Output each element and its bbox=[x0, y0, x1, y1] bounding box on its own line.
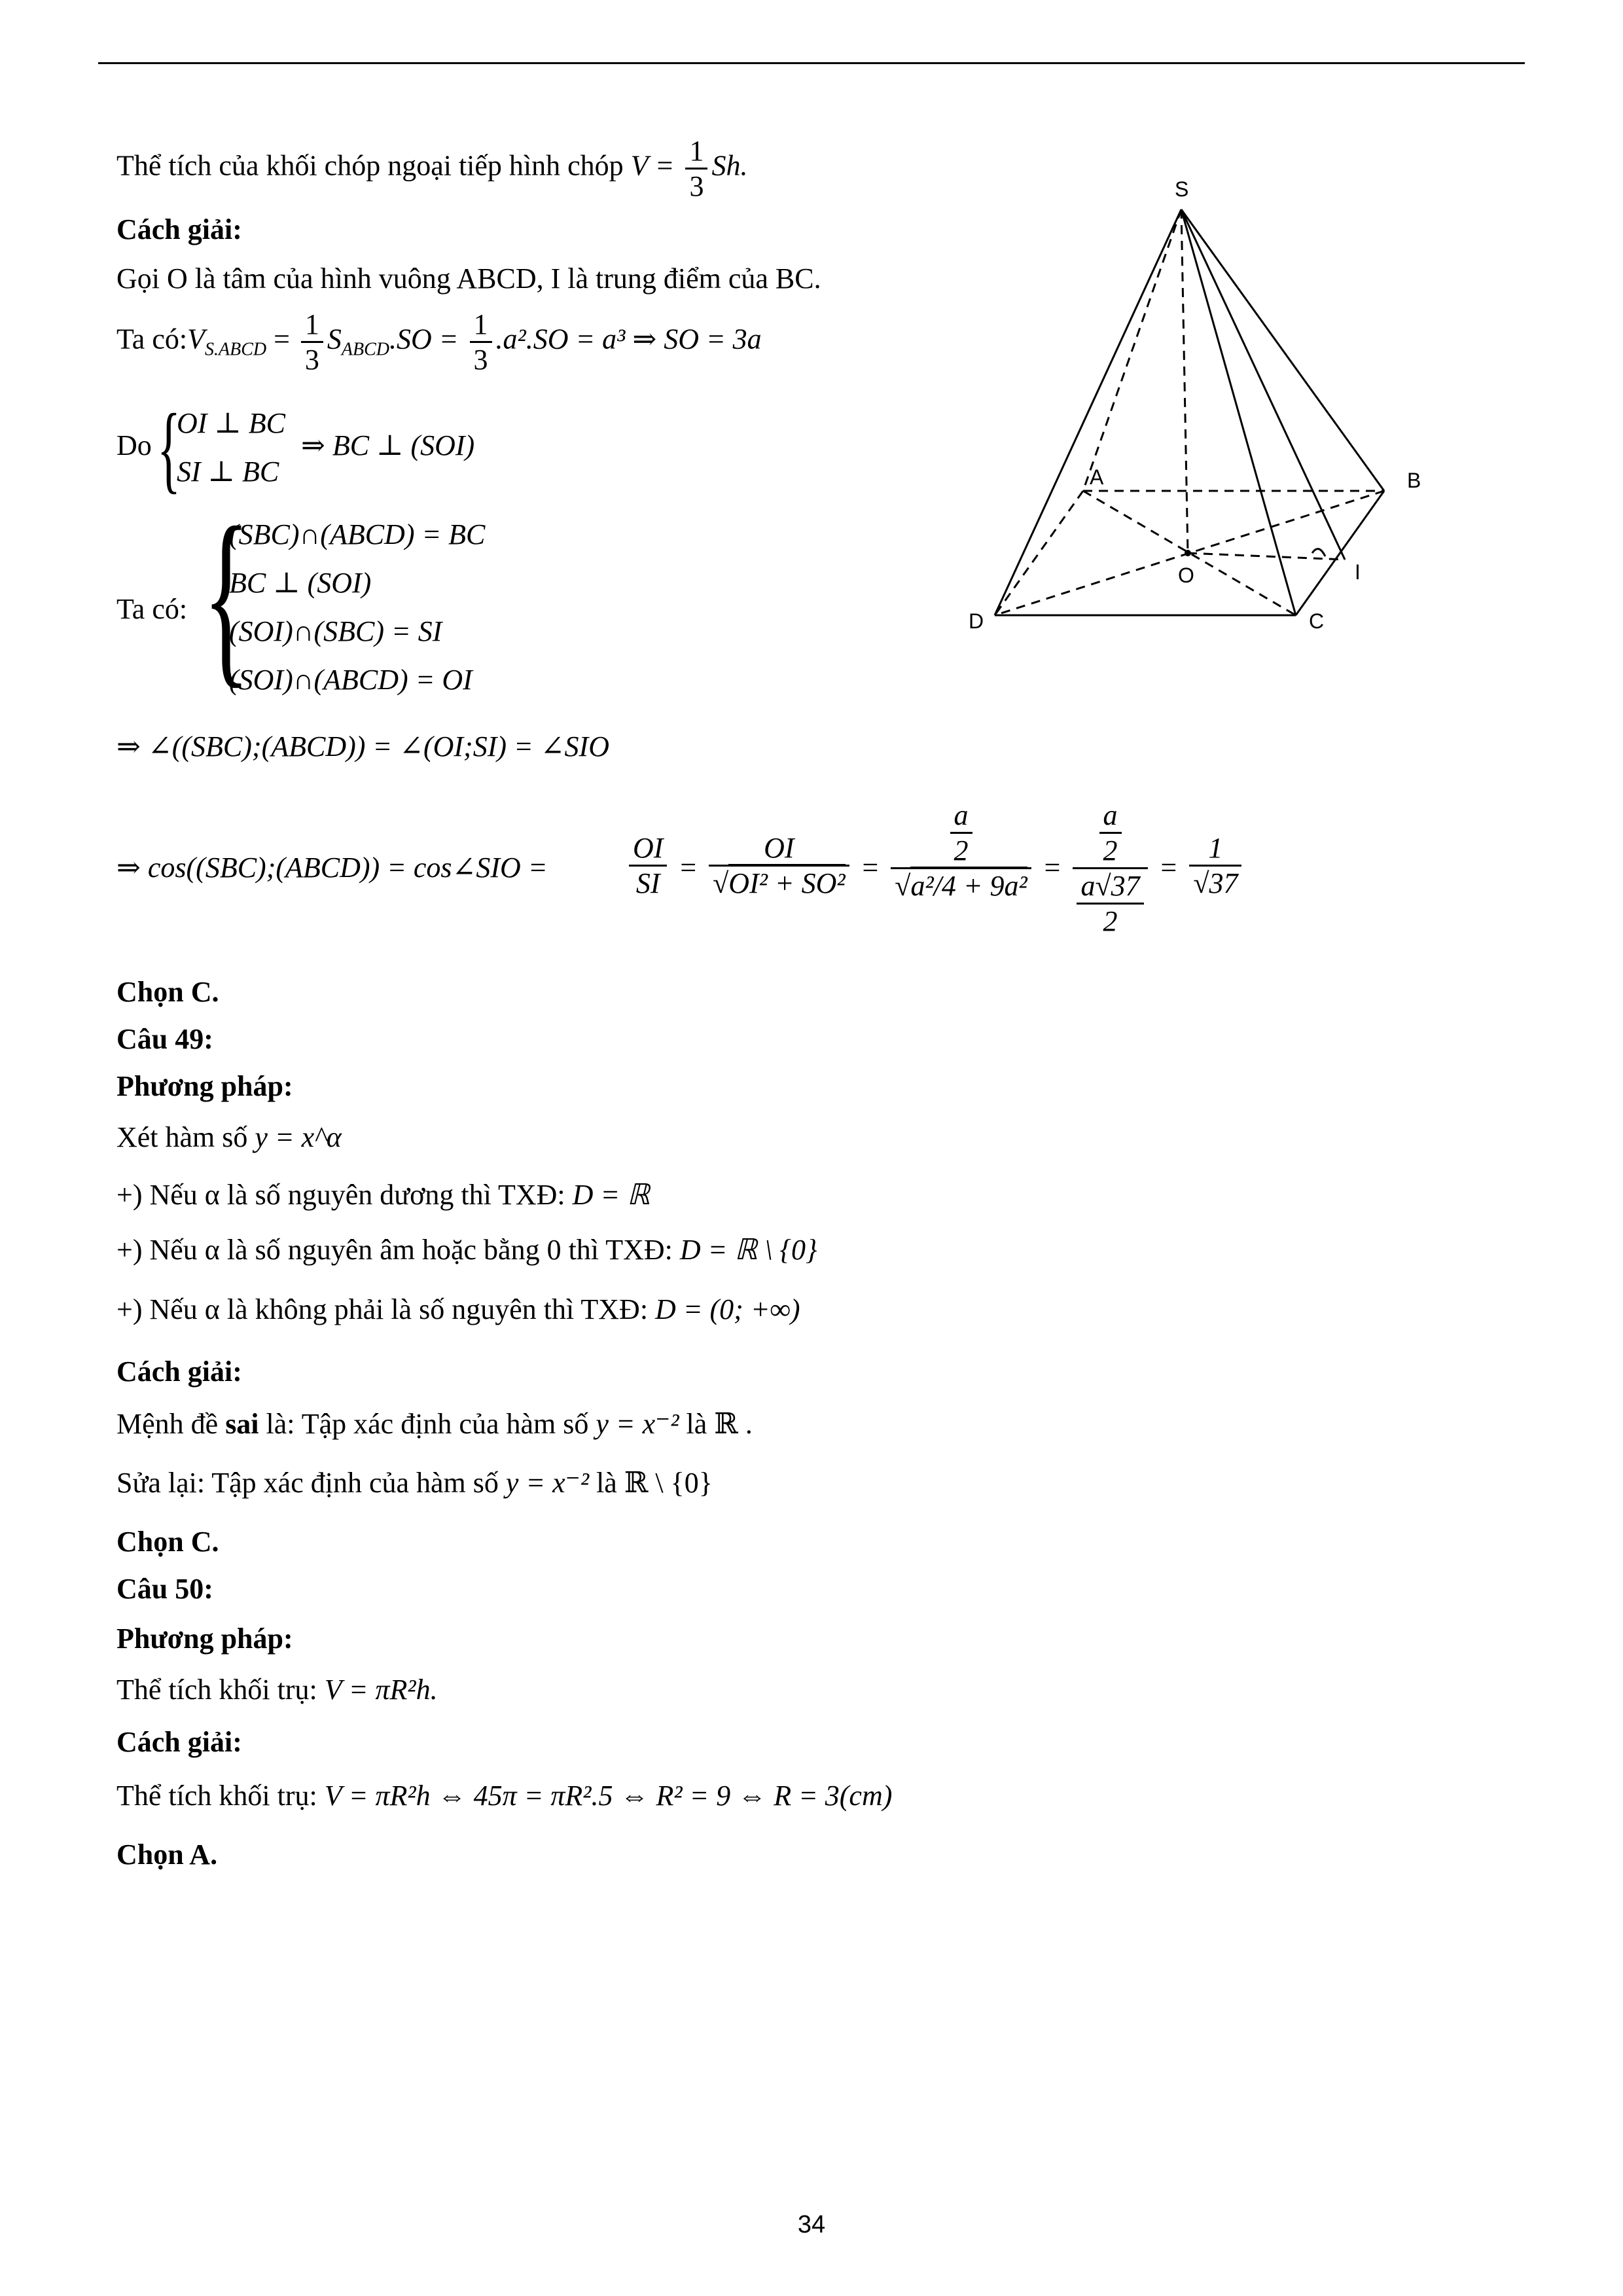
fraction: $\frac{1}{3}$ bbox=[685, 134, 707, 203]
header-rule bbox=[98, 62, 1525, 64]
label-c: C bbox=[1309, 609, 1325, 633]
edge-cb bbox=[1296, 491, 1384, 615]
edge-sa bbox=[1083, 209, 1181, 491]
formula-volume: Ta $có:V_{S.ABCD}$ = $\frac{1}{3}$ $S_{ABCD}.SO$ = $\frac{1}{3}$ .a².SO = a³ ⇒ SO = 3a bbox=[116, 308, 762, 376]
sua-lai-line: Sửa lại: Tập xác định của hàm số y = x⁻² là ℝ \ {0} bbox=[116, 1467, 713, 1499]
label-do: Do bbox=[116, 429, 152, 461]
question-49: Câu 49: bbox=[116, 1023, 213, 1055]
angle-arc bbox=[1312, 549, 1325, 556]
point-o bbox=[1185, 550, 1191, 556]
segment-oi bbox=[1188, 553, 1345, 560]
system-row: BC ⊥ (SOI) bbox=[229, 567, 372, 599]
rule-2: +) Nếu α là số nguyên âm hoặc bằng 0 thì TXĐ: D = ℝ \ {0} bbox=[116, 1234, 817, 1266]
system-ta-co: { (SBC)∩(ABCD) = BC BC ⊥ (SOI) (SOI)∩(SBC) = SI (SOI)∩(ABCD) = OI bbox=[203, 487, 486, 704]
label-a: A bbox=[1090, 465, 1104, 489]
edge-so bbox=[1181, 209, 1188, 553]
question-50: Câu 50: bbox=[116, 1573, 213, 1605]
do-result: ⇒ BC ⊥ (SOI) bbox=[301, 429, 475, 461]
answer-a: Chọn A. bbox=[116, 1839, 218, 1871]
answer-c-2: Chọn C. bbox=[116, 1526, 219, 1558]
rule-3: +) Nếu α là không phải là số nguyên thì TXĐ: D = (0; +∞) bbox=[116, 1293, 800, 1325]
page-number: 34 bbox=[797, 2211, 826, 2238]
heading-cach-giai: Cách giải: bbox=[116, 213, 242, 245]
rule-1: +) Nếu α là số nguyên dương thì TXĐ: D = ℝ bbox=[116, 1179, 650, 1211]
cos-lhs: ⇒ cos((SBC);(ABCD)) = cos∠SIO = bbox=[116, 852, 548, 884]
system-row: (SBC)∩(ABCD) = BC bbox=[229, 518, 486, 550]
pyramid-figure bbox=[949, 170, 1446, 655]
edge-sb bbox=[1181, 209, 1384, 491]
label-i: I bbox=[1355, 560, 1361, 584]
cylinder-solution: Thể tích khối trụ: V = πR²h ⇔ 45π = πR².5 ⇔ R² = 9 ⇔ R = 3(cm) bbox=[116, 1780, 893, 1812]
edge-ad bbox=[995, 491, 1083, 615]
label-ta-co-2: Ta có: bbox=[116, 593, 188, 625]
intro-line: Thể tích của khối chóp ngoại tiếp hình chóp V = $\frac{1}{3}$ Sh. bbox=[116, 135, 748, 202]
edge-sd bbox=[995, 209, 1181, 615]
system-row: (SOI)∩(SBC) = SI bbox=[229, 615, 442, 647]
label-b: B bbox=[1407, 469, 1421, 492]
heading-phuong-phap-49: Phương pháp: bbox=[116, 1070, 293, 1102]
edge-si bbox=[1181, 209, 1345, 560]
system-do: { OI ⊥ BC SI ⊥ BC bbox=[157, 394, 286, 503]
label-d: D bbox=[969, 609, 984, 633]
label-s: S bbox=[1175, 177, 1189, 201]
label-o: O bbox=[1178, 564, 1194, 587]
answer-c-1: Chọn C. bbox=[116, 976, 219, 1008]
paragraph-goi-o: Gọi O là tâm của hình vuông ABCD, I là trung điểm của BC. bbox=[116, 262, 821, 295]
heading-cach-giai-50: Cách giải: bbox=[116, 1726, 242, 1758]
heading-phuong-phap-50: Phương pháp: bbox=[116, 1623, 293, 1655]
system-row: (SOI)∩(ABCD) = OI bbox=[229, 664, 473, 696]
heading-cach-giai-49: Cách giải: bbox=[116, 1355, 242, 1388]
cylinder-formula: Thể tích khối trụ: V = πR²h. bbox=[116, 1674, 438, 1706]
xet-ham-line: Xét hàm số y = x^α bbox=[116, 1121, 342, 1153]
menh-de-line: Mệnh đề sai là: Tập xác định của hàm số y = x⁻² là ℝ . bbox=[116, 1408, 753, 1440]
angle-line: ⇒ ∠((SBC);(ABCD)) = ∠(OI;SI) = ∠SIO bbox=[116, 730, 609, 762]
cos-fractions: $\frac{OI}{SI}$ = $\frac{OI}{\text{√OI² + SO²}}$ = $\frac{\frac{a}{2}}{\text{√a²/4 + 9a²}}$ = $\frac{\frac{a}{2}}{\frac{a√37}{2}}$ = $\frac{1}{√37}$ bbox=[625, 798, 1245, 938]
